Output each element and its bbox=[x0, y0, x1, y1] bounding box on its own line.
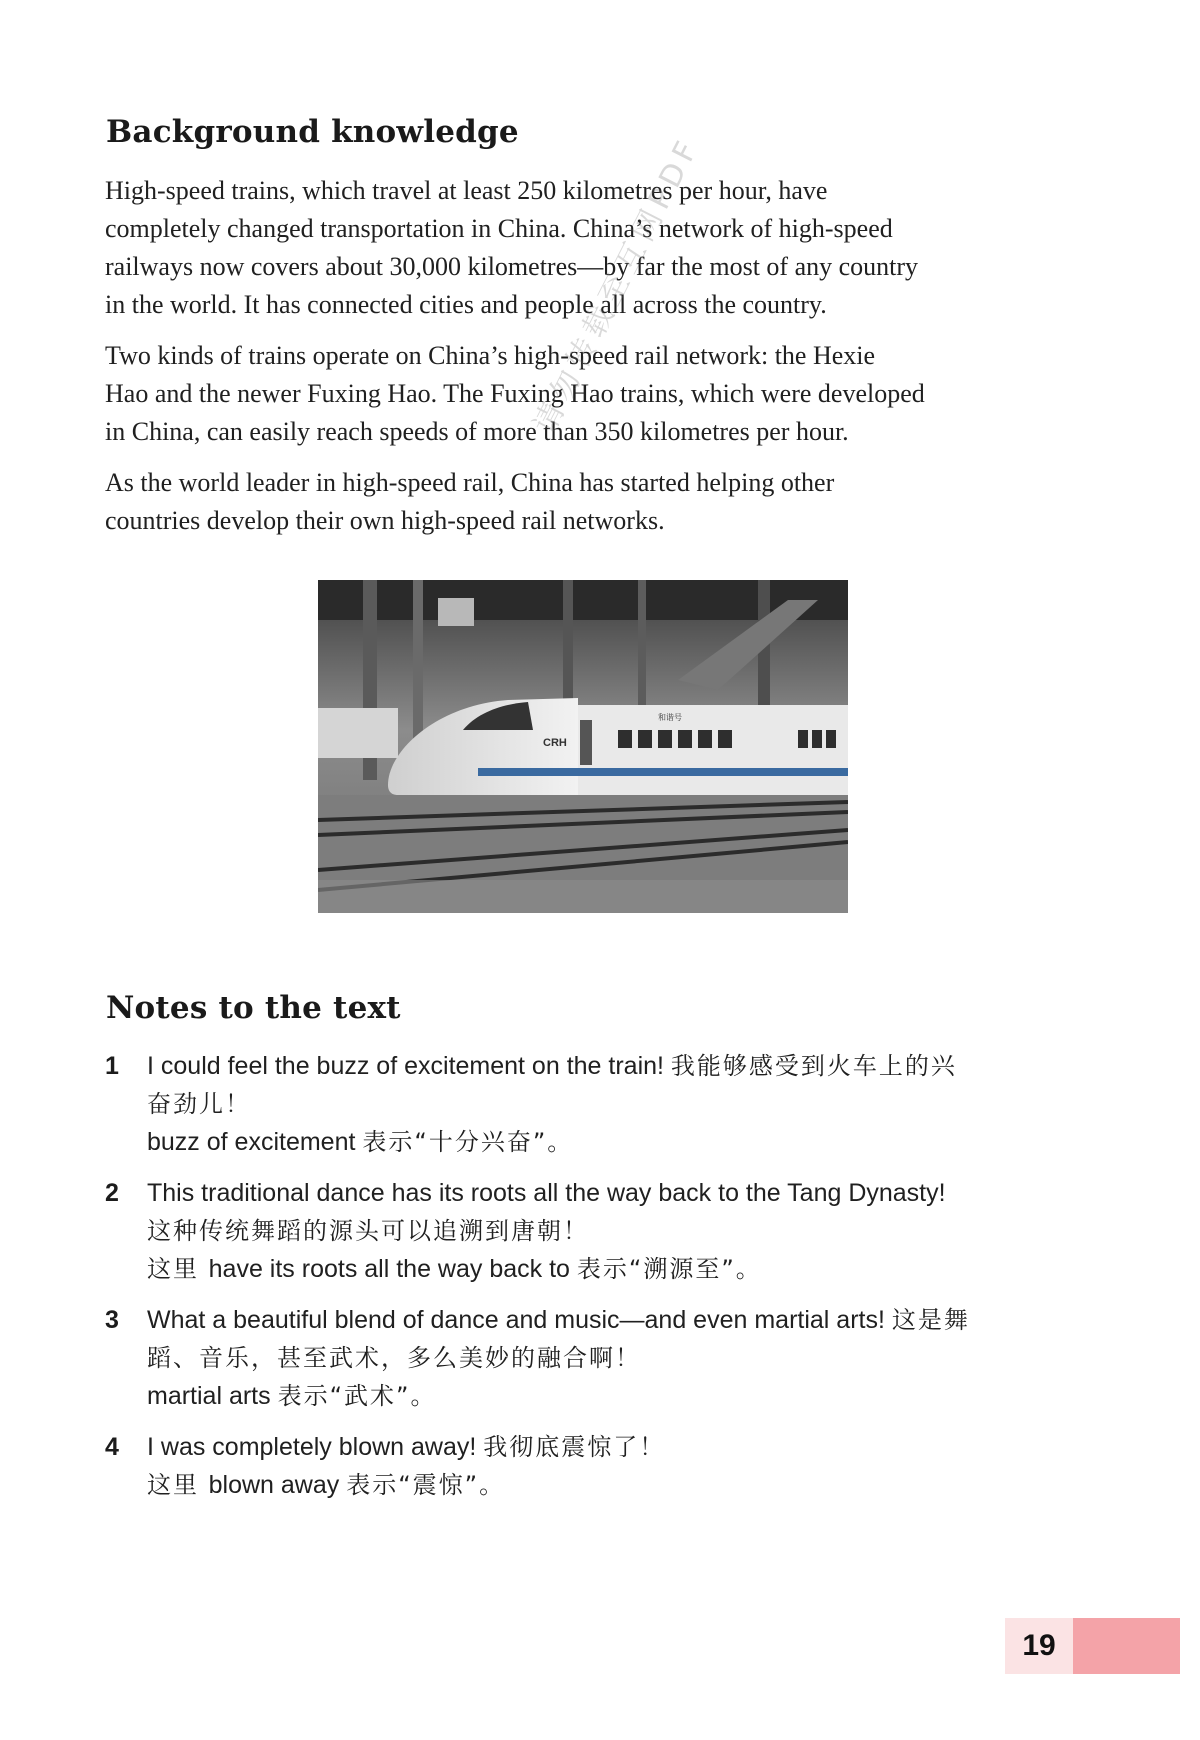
note-explanation: 这里 blown away 表示“震惊”。 bbox=[147, 1471, 506, 1499]
note-number: 4 bbox=[105, 1433, 119, 1461]
notes-list bbox=[105, 1047, 1080, 1517]
high-speed-train-photo bbox=[318, 580, 848, 913]
note-explanation: martial arts 表示“武术”。 bbox=[147, 1382, 437, 1410]
page-number-tab bbox=[1005, 1618, 1180, 1674]
station-sign bbox=[438, 598, 474, 626]
page-number: 19 bbox=[1022, 1629, 1056, 1662]
note-sentence-cont: 奋劲儿！ bbox=[147, 1090, 251, 1118]
paragraph-1: High-speed trains, which travel at least 250 kilometres per hour, have completely changed transportation in China. China’s network of high-speed railways now covers about 30,000 kilometres—by far the most of any country in the world. It has connected cities and people all across the country. bbox=[105, 176, 919, 319]
paragraph-2: Two kinds of trains operate on China’s high-speed rail network: the Hexie Hao and the newer Fuxing Hao. The Fuxing Hao trains, which were developed in China, can easily reach speeds of more than 350 kilometres per hour. bbox=[105, 341, 925, 446]
train-illustration bbox=[318, 580, 848, 913]
note-explanation: 这里 have its roots all the way back to 表示“溯源至”。 bbox=[147, 1255, 762, 1283]
train-name-label: 和谐号 bbox=[658, 713, 682, 722]
notes-heading: Notes to the text bbox=[106, 990, 401, 1026]
train-windows bbox=[618, 730, 836, 748]
train-stripe bbox=[478, 768, 848, 776]
note-item bbox=[105, 1301, 1080, 1415]
note-number: 3 bbox=[105, 1306, 119, 1334]
note-number: 1 bbox=[105, 1052, 119, 1080]
note-item bbox=[105, 1047, 1080, 1161]
other-train bbox=[318, 708, 398, 758]
watermark: 请勿转载至互网PDF bbox=[527, 130, 708, 440]
train bbox=[388, 698, 848, 795]
note-number: 2 bbox=[105, 1179, 119, 1207]
background-knowledge-heading: Background knowledge bbox=[106, 114, 519, 150]
platform-edge bbox=[318, 880, 848, 913]
paragraph-3: As the world leader in high-speed rail, China has started helping other countries develop their own high-speed rail networks. bbox=[105, 468, 835, 535]
note-sentence-cont: 蹈、音乐，甚至武术，多么美妙的融合啊！ bbox=[147, 1344, 641, 1372]
note-sentence: I could feel the buzz of excitement on the train! 我能够感受到火车上的兴 bbox=[147, 1052, 957, 1080]
crh-logo-text: CRH bbox=[543, 737, 567, 749]
note-item bbox=[105, 1428, 1080, 1504]
note-explanation: buzz of excitement 表示“十分兴奋”。 bbox=[147, 1128, 574, 1156]
note-sentence: I was completely blown away! 我彻底震惊了！ bbox=[147, 1433, 666, 1461]
train-door bbox=[580, 720, 592, 765]
note-translation: 这种传统舞蹈的源头可以追溯到唐朝！ bbox=[147, 1217, 589, 1245]
note-item bbox=[105, 1174, 1080, 1288]
note-sentence: This traditional dance has its roots all the way back to the Tang Dynasty! bbox=[147, 1179, 946, 1207]
note-sentence: What a beautiful blend of dance and music—and even martial arts! 这是舞 bbox=[147, 1306, 970, 1334]
